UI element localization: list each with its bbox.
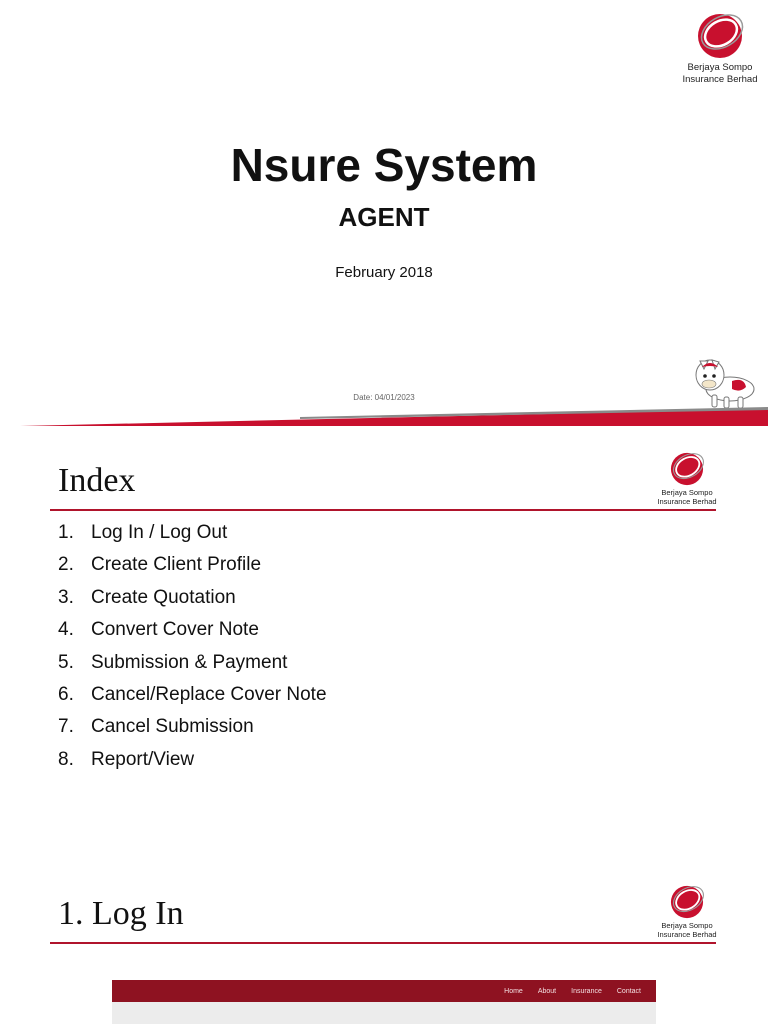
list-item: 6. Cancel/Replace Cover Note <box>58 682 327 714</box>
nav-about[interactable]: About <box>537 987 557 995</box>
index-item-label: Create Quotation <box>91 586 236 608</box>
login-title: 1. Log In <box>58 895 184 932</box>
nav-insurance[interactable]: Insurance <box>571 987 602 995</box>
company-name-line2: Insurance Berhad <box>682 74 758 85</box>
title-divider <box>50 942 716 944</box>
index-item-label: Submission & Payment <box>91 651 288 673</box>
presentation-date: February 2018 <box>335 264 433 281</box>
footer-date: Date: 04/01/2023 <box>353 393 415 402</box>
company-name-line2: Insurance Berhad <box>657 497 717 506</box>
logo-mark-icon <box>668 450 706 488</box>
website-screenshot <box>112 980 656 1024</box>
company-name-line2: Insurance Berhad <box>657 930 717 939</box>
nav-contact[interactable]: Contact <box>616 987 641 995</box>
company-logo <box>672 10 768 86</box>
presentation-title: Nsure System <box>230 139 538 191</box>
login-slide <box>0 865 768 1024</box>
presentation-subtitle: AGENT <box>338 202 430 232</box>
index-item-label: Create Client Profile <box>91 554 262 576</box>
company-name-line1: Berjaya Sompo <box>687 62 753 73</box>
company-logo <box>652 450 722 506</box>
index-item-label: Log In / Log Out <box>91 522 228 543</box>
company-name-line1: Berjaya Sompo <box>661 488 713 497</box>
list-item: 1. Log In / Log Out <box>58 520 327 552</box>
company-name-line1: Berjaya Sompo <box>661 921 713 930</box>
index-list <box>58 520 327 779</box>
logo-mark-icon <box>668 883 706 921</box>
list-item: 3. Create Quotation <box>58 585 327 617</box>
title-divider <box>50 509 716 511</box>
index-item-label: Cancel Submission <box>91 716 254 738</box>
index-item-label: Report/View <box>91 748 195 770</box>
index-title: Index <box>58 462 136 499</box>
list-item: 8. Report/View <box>58 747 327 779</box>
nav-home[interactable]: Home <box>504 987 523 995</box>
site-navbar <box>112 980 656 1002</box>
index-item-label: Cancel/Replace Cover Note <box>91 683 327 705</box>
index-item-label: Convert Cover Note <box>91 619 259 641</box>
list-item: 2. Create Client Profile <box>58 552 327 584</box>
logo-mark-icon <box>694 10 746 62</box>
list-item: 4. Convert Cover Note <box>58 617 327 649</box>
cover-slide <box>0 0 768 428</box>
company-logo <box>652 883 722 939</box>
index-slide <box>0 440 768 860</box>
list-item: 7. Cancel Submission <box>58 714 327 746</box>
list-item: 5. Submission & Payment <box>58 650 327 682</box>
red-wedge-band <box>0 395 768 428</box>
